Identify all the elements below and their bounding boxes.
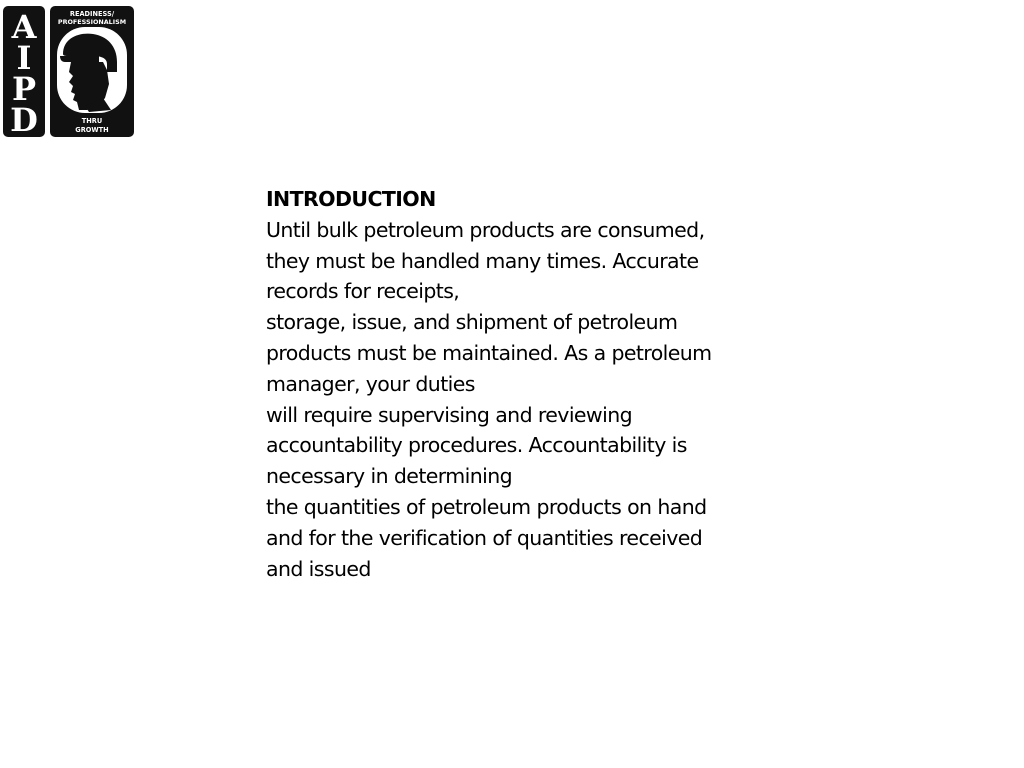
body-line: Until bulk petroleum products are consumed,: [266, 217, 705, 242]
body-line: storage, issue, and shipment of petroleum: [266, 310, 678, 335]
body-line: they must be handled many times. Accurate: [266, 248, 699, 273]
aipd-logo: [3, 6, 135, 138]
body-line: will require supervising and reviewing: [266, 402, 632, 427]
body-line: records for receipts,: [266, 279, 460, 304]
body-line: manager, your duties: [266, 371, 475, 396]
logo-top-text-1: READINESS/: [69, 10, 115, 18]
body-line: the quantities of petroleum products on hand: [266, 494, 707, 519]
logo-bottom-text-1: THRU: [81, 117, 103, 125]
slide-heading: INTRODUCTION: [266, 187, 436, 211]
slide-body: [266, 184, 756, 584]
body-line: and for the verification of quantities received: [266, 525, 703, 550]
body-line: products must be maintained. As a petroleum: [266, 340, 712, 365]
logo-bottom-text-2: GROWTH: [75, 126, 109, 134]
logo-letter-d: D: [10, 101, 38, 138]
body-line: and issued: [266, 556, 371, 581]
logo-top-text-2: PROFESSIONALISM: [57, 18, 127, 26]
body-line: accountability procedures. Accountability is: [266, 433, 687, 458]
logo-letter-a: A: [11, 8, 37, 46]
logo-letter-p: P: [11, 70, 37, 108]
logo-letter-i: I: [16, 39, 32, 77]
body-line: necessary in determining: [266, 464, 512, 489]
